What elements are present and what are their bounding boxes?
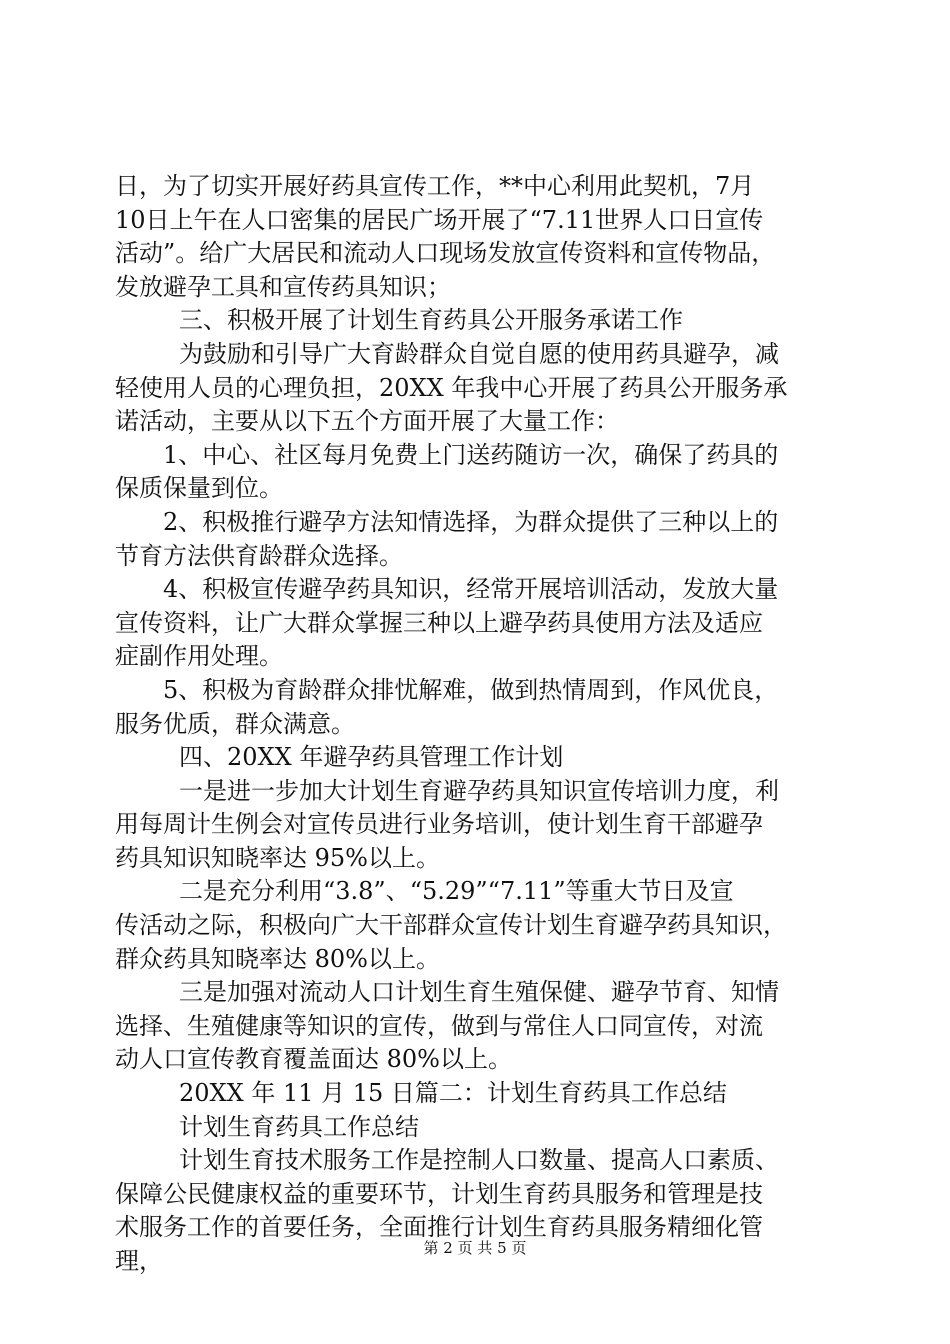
list-item: 5、积极为育龄群众排忧解难，做到热情周到，作风优良， — [163, 675, 779, 704]
text-line: 为鼓励和引导广大育龄群众自觉自愿的使用药具避孕，减 — [179, 339, 779, 368]
text-line: 10日上午在人口密集的居民广场开展了“7.11世界人口日宣传 — [115, 205, 764, 234]
text-line: 保障公民健康权益的重要环节，计划生育药具服务和管理是技 — [115, 1179, 763, 1208]
list-item: 4、积极宣传避孕药具知识，经常开展培训活动，发放大量 — [163, 575, 779, 604]
text-line: 节育方法供育龄群众选择。 — [115, 541, 403, 570]
page-number: 第 2 页 共 5 页 — [423, 1239, 527, 1257]
text-line: 二是充分利用“3.8”、“5.29”“7.11”等重大节日及宣 — [179, 877, 734, 906]
date-line: 20XX 年 11 月 15 日篇二：计划生育药具工作总结 — [179, 1079, 727, 1108]
document-body — [115, 170, 835, 1279]
text-line: 群众药具知晓率达 80%以上。 — [115, 944, 440, 973]
text-line: 传活动之际，积极向广大干部群众宣传计划生育避孕药具知识， — [115, 911, 787, 940]
document-title: 计划生育药具工作总结 — [179, 1112, 419, 1141]
list-item: 1、中心、社区每月免费上门送药随访一次，确保了药具的 — [163, 440, 779, 469]
text-line: 术服务工作的首要任务，全面推行计划生育药具服务精细化管 — [115, 1213, 763, 1242]
text-line: 服务优质，群众满意。 — [115, 709, 355, 738]
text-line: 发放避孕工具和宣传药具知识； — [115, 272, 451, 301]
text-line: 三是加强对流动人口计划生育生殖保健、避孕节育、知情 — [179, 978, 779, 1007]
section-heading: 三、积极开展了计划生育药具公开服务承诺工作 — [179, 306, 683, 335]
text-line: 症副作用处理。 — [115, 642, 283, 671]
text-line: 轻使用人员的心理负担，20XX 年我中心开展了药具公开服务承 — [115, 373, 788, 402]
text-line: 一是进一步加大计划生育避孕药具知识宣传培训力度，利 — [179, 776, 779, 805]
text-line: 药具知识知晓率达 95%以上。 — [115, 843, 440, 872]
text-line: 计划生育技术服务工作是控制人口数量、提高人口素质、 — [179, 1146, 779, 1175]
text-line: 保质保量到位。 — [115, 474, 283, 503]
text-line: 理， — [115, 1247, 163, 1275]
text-line: 宣传资料，让广大群众掌握三种以上避孕药具使用方法及适应 — [115, 608, 763, 637]
text-line: 用每周计生例会对宣传员进行业务培训，使计划生育干部避孕 — [115, 810, 763, 839]
text-line: 活动”。给广大居民和流动人口现场发放宣传资料和宣传物品， — [115, 239, 776, 268]
text-line: 诺活动，主要从以下五个方面开展了大量工作： — [115, 407, 619, 436]
text-line: 选择、生殖健康等知识的宣传，做到与常住人口同宣传，对流 — [115, 1011, 763, 1040]
text-line: 日，为了切实开展好药具宣传工作，**中心利用此契机，7月 — [115, 172, 755, 200]
section-heading: 四、20XX 年避孕药具管理工作计划 — [179, 743, 564, 772]
text-line: 动人口宣传教育覆盖面达 80%以上。 — [115, 1045, 512, 1074]
list-item: 2、积极推行避孕方法知情选择，为群众提供了三种以上的 — [163, 507, 779, 536]
